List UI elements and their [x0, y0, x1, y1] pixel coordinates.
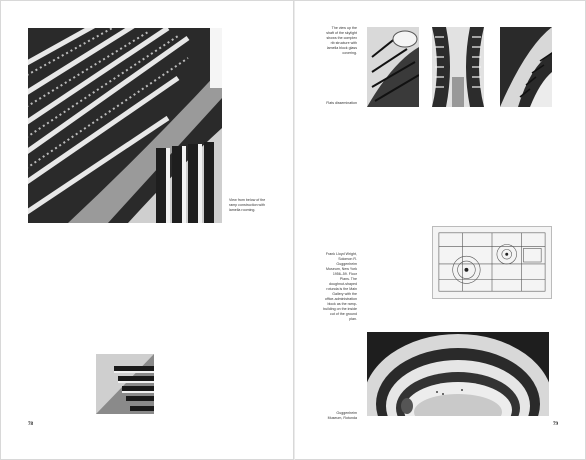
rotunda-interior-photo — [367, 332, 549, 416]
right-page — [295, 1, 586, 460]
rotunda-caption: Guggenheim Museum, Rotunda — [327, 411, 357, 420]
skylight-caption-tail: Flats dissemination — [326, 101, 357, 105]
page-number-left: 78 — [28, 422, 33, 427]
ramp-underside-photo — [28, 28, 222, 223]
ramp-detail-photo — [96, 354, 154, 414]
floor-plan-drawing — [432, 226, 552, 299]
page-number-right: 79 — [553, 422, 558, 427]
skylight-photo-1 — [367, 27, 419, 107]
floor-plan-caption: Frank Lloyd Wright, Solomon R. Guggenheim Museum, New York 1956–59. Floor Plans. The doughnut-shaped rotunda is the Main Gallery with the office-administration block as the ramp-building on the inside cut of the ground plan. — [323, 252, 357, 321]
skylight-caption: The view up the shaft of the skylight shows the complex rib structure with lamella block glass covering. — [326, 26, 357, 55]
skylight-photo-3 — [500, 27, 552, 107]
skylight-photo-2 — [432, 27, 484, 107]
left-page — [1, 1, 293, 460]
main-photo-caption: View from below of the ramp construction with lamella rooming. — [229, 198, 266, 212]
